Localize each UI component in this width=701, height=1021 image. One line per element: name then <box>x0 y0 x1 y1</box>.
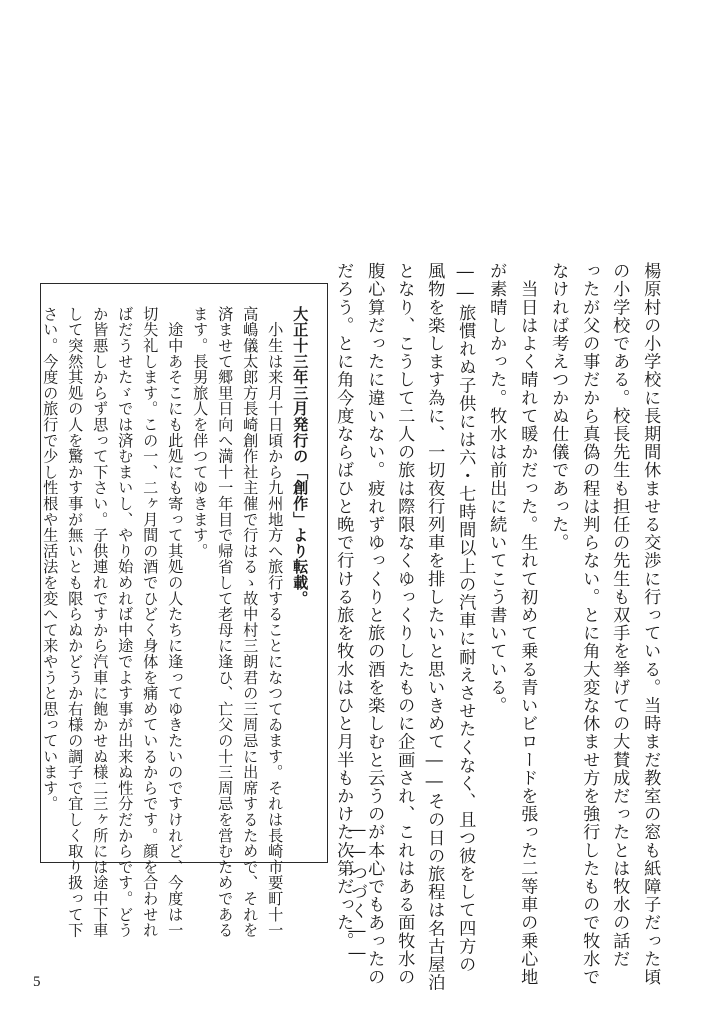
main-column-2: の小学校である。校長先生も担任の先生も双手を挙げての大賛成だったとは牧水の話だ <box>609 262 630 968</box>
main-column-11: だろう。とに角今度ならばひと晩で行ける旅を牧水はひと月半もかけた次第だった。 <box>333 262 354 950</box>
excerpt-column-2: 高嶋儀太郎方長崎創作社主催で行はるゝ故中村三朗君の三周忌に出席するためで、それを <box>241 306 260 938</box>
excerpt-column-3: 済ませて郷里日向へ満十一年目で帰省して老母に逢ひ、亡父の十三周忌を営むためである <box>216 306 235 938</box>
main-column-1: 楊原村の小学校に長期間休ませる交渉に行っている。当時まだ教室の窓も紙障子だった頃 <box>640 262 661 986</box>
excerpt-column-7: ばだうせたゞでは済むまいし、やり始めれば中途でよす事が出来ぬ性分だからです。どう <box>116 306 135 938</box>
main-column-8: 風物を楽します為に、一切夜行列車を排したいと思いきめて――その日の旅程は名古屋泊 <box>424 262 445 992</box>
page-number: 5 <box>33 974 41 990</box>
excerpt-column-9: して突然其処の人を驚かす事が無いとも限らぬかどうか右様の調子で宜しく取り扱って下 <box>66 306 85 938</box>
main-column-9: となり、こうして二人の旅は際限なくゆっくりしたものに企画され、これはある面牧水の <box>394 262 415 986</box>
main-column-6: が素晴しかった。牧水は前出に続いてこう書いている。 <box>486 262 507 715</box>
main-column-4: なければ考えつかぬ仕儀であった。 <box>548 262 569 552</box>
excerpt-column-6: 切失礼します。この一、二ヶ月間の酒でひどく身体を痛めているからです。顔を合わせれ <box>141 306 160 938</box>
main-column-7: ――旅慣れぬ子供には六・七時間以上の汽車に耐えさせたくなく、且つ彼をして四方の <box>455 262 476 974</box>
main-column-5: 当日はよく晴れて暖かだった。生れて初めて乗る青いビロードを張った二等車の乗心地 <box>517 262 538 986</box>
excerpt-column-5: 途中あそこにも此処にも寄って其処の人たちに逢ってゆきたいのですけれど、今度は一 <box>166 306 185 938</box>
excerpt-column-4: ます。長男旅人を伴つてゆきます。 <box>191 306 210 559</box>
excerpt-column-10: さい。今度の旅行で少し性根や生活法を変へて来やうと思っています。 <box>41 306 60 812</box>
excerpt-column-8: か皆悪しからず思って下さい。子供連れですから汽車に飽かせぬ様二三ヶ所には途中下車 <box>91 306 110 938</box>
main-column-10: 腹心算だったに違いない。疲れずゆっくりと旅の酒を楽しむと云うのが本心でもあったの <box>364 262 385 986</box>
excerpt-column-1: 小生は来月十日頃から九州地方へ旅行することになつてゐます。それは長崎市要町十一 <box>266 306 285 938</box>
main-column-3: ったが父の事だから真偽の程は判らない。とに角大変な休ませ方を強行したもので牧水で <box>579 262 600 986</box>
excerpt-box <box>40 283 328 938</box>
excerpt-heading: 大正十三年三月発行の「創作」より転載。 <box>291 306 310 607</box>
continued-mark: ――つづく―― <box>347 820 367 965</box>
